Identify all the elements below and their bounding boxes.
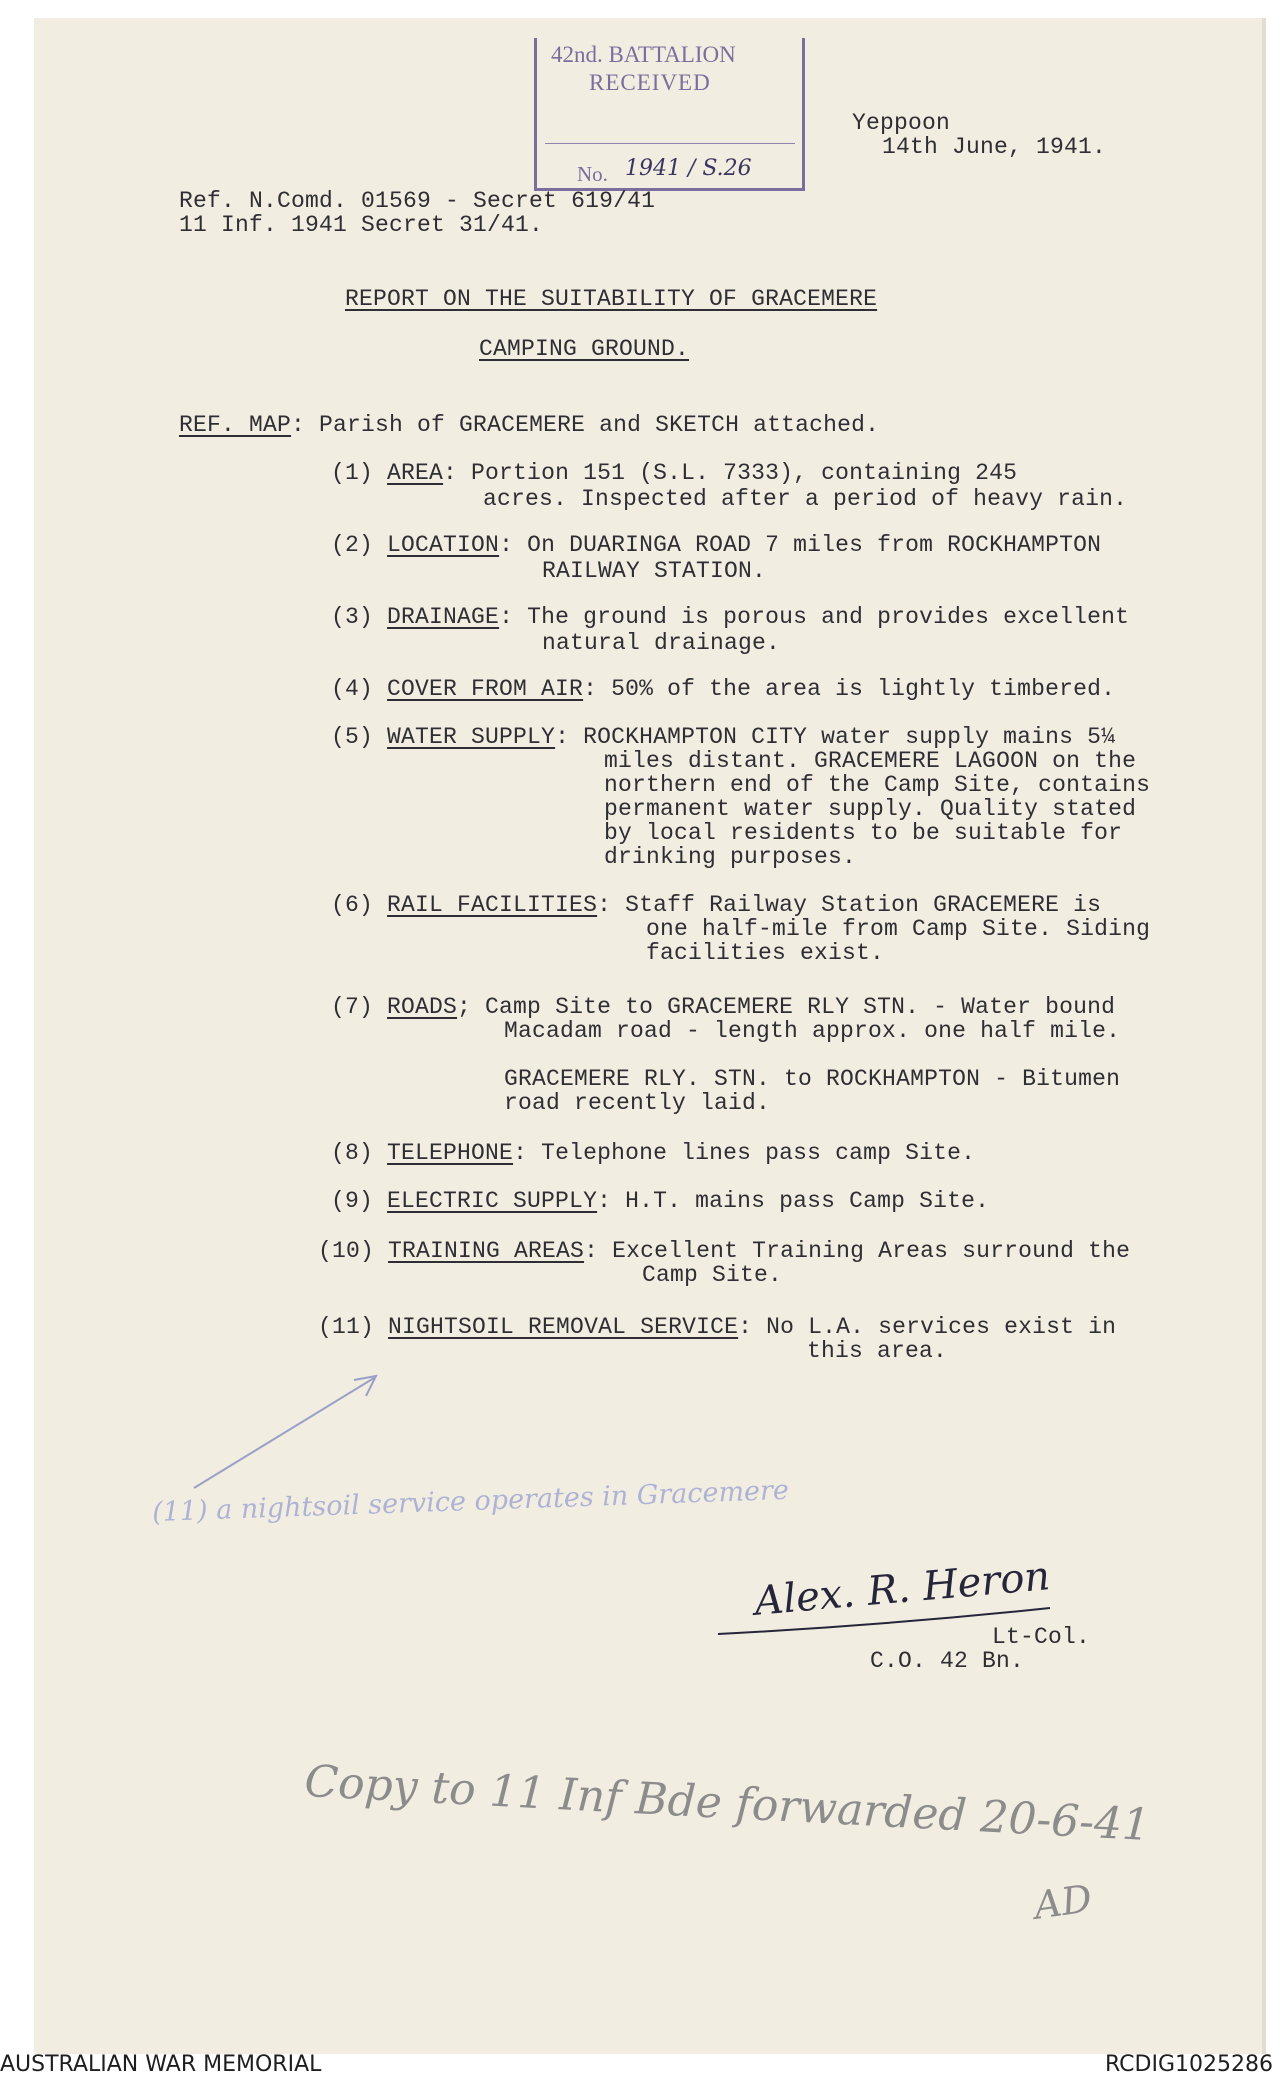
item-7-line-2: Macadam road - length approx. one half mile. bbox=[504, 1018, 1121, 1044]
item-8 bbox=[331, 1140, 975, 1166]
signature: Alex. R. Heron bbox=[752, 1553, 1052, 1625]
item-10-label: TRAINING AREAS bbox=[388, 1238, 585, 1264]
item-5-line-1: : ROCKHAMPTON CITY water supply mains 5¼ bbox=[555, 724, 1116, 750]
item-3-label: DRAINAGE bbox=[387, 604, 500, 630]
forward-note: Copy to 11 Inf Bde forwarded 20-6-41 bbox=[303, 1755, 1152, 1852]
report-title-line-2: CAMPING GROUND. bbox=[479, 336, 690, 362]
item-9-num: (9) bbox=[331, 1188, 374, 1214]
item-5-line-3: northern end of the Camp Site, contains bbox=[604, 772, 1151, 798]
pencil-annotation: (11) a nightsoil service operates in Gracemere bbox=[151, 1474, 790, 1529]
received-stamp bbox=[534, 38, 805, 191]
document-page bbox=[34, 18, 1266, 2054]
item-6-line-2: one half-mile from Camp Site. Siding bbox=[646, 916, 1151, 942]
item-10 bbox=[318, 1238, 1130, 1264]
item-9 bbox=[331, 1188, 989, 1214]
item-2-line-1: : On DUARINGA ROAD 7 miles from ROCKHAMPTON bbox=[499, 532, 1102, 558]
ref-map-label: REF. MAP bbox=[179, 412, 292, 438]
footer-record-id: RCDIG1025286 bbox=[1104, 2052, 1273, 2077]
item-2 bbox=[331, 532, 1101, 558]
item-2-line-2: RAILWAY STATION. bbox=[542, 558, 767, 584]
item-3 bbox=[331, 604, 1129, 630]
place: Yeppoon bbox=[852, 110, 951, 136]
item-1-label: AREA bbox=[387, 460, 444, 486]
item-7-line-1: ; Camp Site to GRACEMERE RLY STN. - Water bound bbox=[457, 994, 1116, 1020]
item-9-label: ELECTRIC SUPPLY bbox=[387, 1188, 598, 1214]
item-1-line-2: acres. Inspected after a period of heavy rain. bbox=[483, 486, 1128, 512]
item-4-line-1: : 50% of the area is lightly timbered. bbox=[583, 676, 1116, 702]
report-title-line-1: REPORT ON THE SUITABILITY OF GRACEMERE bbox=[345, 286, 878, 312]
item-7-label: ROADS bbox=[387, 994, 458, 1020]
item-11-label: NIGHTSOIL REMOVAL SERVICE bbox=[388, 1314, 739, 1340]
stamp-status: RECEIVED bbox=[589, 70, 711, 95]
item-10-num: (10) bbox=[318, 1238, 375, 1264]
item-1 bbox=[331, 460, 1017, 486]
item-5-num: (5) bbox=[331, 724, 374, 750]
item-11 bbox=[318, 1314, 1116, 1340]
item-5-label: WATER SUPPLY bbox=[387, 724, 556, 750]
item-6-num: (6) bbox=[331, 892, 374, 918]
item-6-line-1: : Staff Railway Station GRACEMERE is bbox=[597, 892, 1102, 918]
ref-line-1: Ref. N.Comd. 01569 - Secret 619/41 bbox=[179, 188, 656, 214]
item-6-label: RAIL FACILITIES bbox=[387, 892, 598, 918]
item-3-line-1: : The ground is porous and provides excellent bbox=[499, 604, 1130, 630]
stamp-unit: 42nd. BATTALION bbox=[551, 42, 736, 67]
pencil-arrow-icon bbox=[154, 1358, 394, 1498]
item-11-line-1: : No L.A. services exist in bbox=[738, 1314, 1117, 1340]
stamp-divider bbox=[545, 143, 795, 144]
item-3-num: (3) bbox=[331, 604, 374, 630]
item-7-line-5: road recently laid. bbox=[504, 1090, 771, 1116]
ref-map-text: : Parish of GRACEMERE and SKETCH attached. bbox=[291, 412, 880, 438]
item-11-num: (11) bbox=[318, 1314, 375, 1340]
item-3-line-2: natural drainage. bbox=[542, 630, 781, 656]
item-1-line-1: : Portion 151 (S.L. 7333), containing 245 bbox=[443, 460, 1018, 486]
item-10-line-2: Camp Site. bbox=[642, 1262, 783, 1288]
footer-institution: AUSTRALIAN WAR MEMORIAL bbox=[0, 2052, 322, 2077]
item-2-label: LOCATION bbox=[387, 532, 500, 558]
item-5-line-5: by local residents to be suitable for bbox=[604, 820, 1123, 846]
signature-rank: Lt-Col. bbox=[992, 1624, 1091, 1650]
item-8-num: (8) bbox=[331, 1140, 374, 1166]
ref-map bbox=[179, 412, 879, 438]
item-9-line-1: : H.T. mains pass Camp Site. bbox=[597, 1188, 990, 1214]
item-4 bbox=[331, 676, 1115, 702]
item-4-num: (4) bbox=[331, 676, 374, 702]
signature-unit: C.O. 42 Bn. bbox=[870, 1648, 1025, 1674]
item-5-line-6: drinking purposes. bbox=[604, 844, 857, 870]
item-1-num: (1) bbox=[331, 460, 374, 486]
stamp-no-value: 1941 / S.26 bbox=[625, 156, 752, 181]
ref-line-2: 11 Inf. 1941 Secret 31/41. bbox=[179, 212, 544, 238]
date: 14th June, 1941. bbox=[882, 134, 1107, 160]
stamp-no-label: No. bbox=[577, 162, 608, 186]
item-5 bbox=[331, 724, 1115, 750]
item-8-line-1: : Telephone lines pass camp Site. bbox=[513, 1140, 976, 1166]
item-2-num: (2) bbox=[331, 532, 374, 558]
item-4-label: COVER FROM AIR bbox=[387, 676, 584, 702]
item-7-line-4: GRACEMERE RLY. STN. to ROCKHAMPTON - Bitumen bbox=[504, 1066, 1121, 1092]
item-5-line-4: permanent water supply. Quality stated bbox=[604, 796, 1137, 822]
item-7-num: (7) bbox=[331, 994, 374, 1020]
item-5-line-2: miles distant. GRACEMERE LAGOON on the bbox=[604, 748, 1137, 774]
item-6-line-3: facilities exist. bbox=[646, 940, 885, 966]
item-10-line-1: : Excellent Training Areas surround the bbox=[584, 1238, 1131, 1264]
item-6 bbox=[331, 892, 1101, 918]
initials: AD bbox=[1031, 1876, 1095, 1928]
item-11-line-2: this area. bbox=[807, 1338, 948, 1364]
item-8-label: TELEPHONE bbox=[387, 1140, 514, 1166]
item-7 bbox=[331, 994, 1115, 1020]
